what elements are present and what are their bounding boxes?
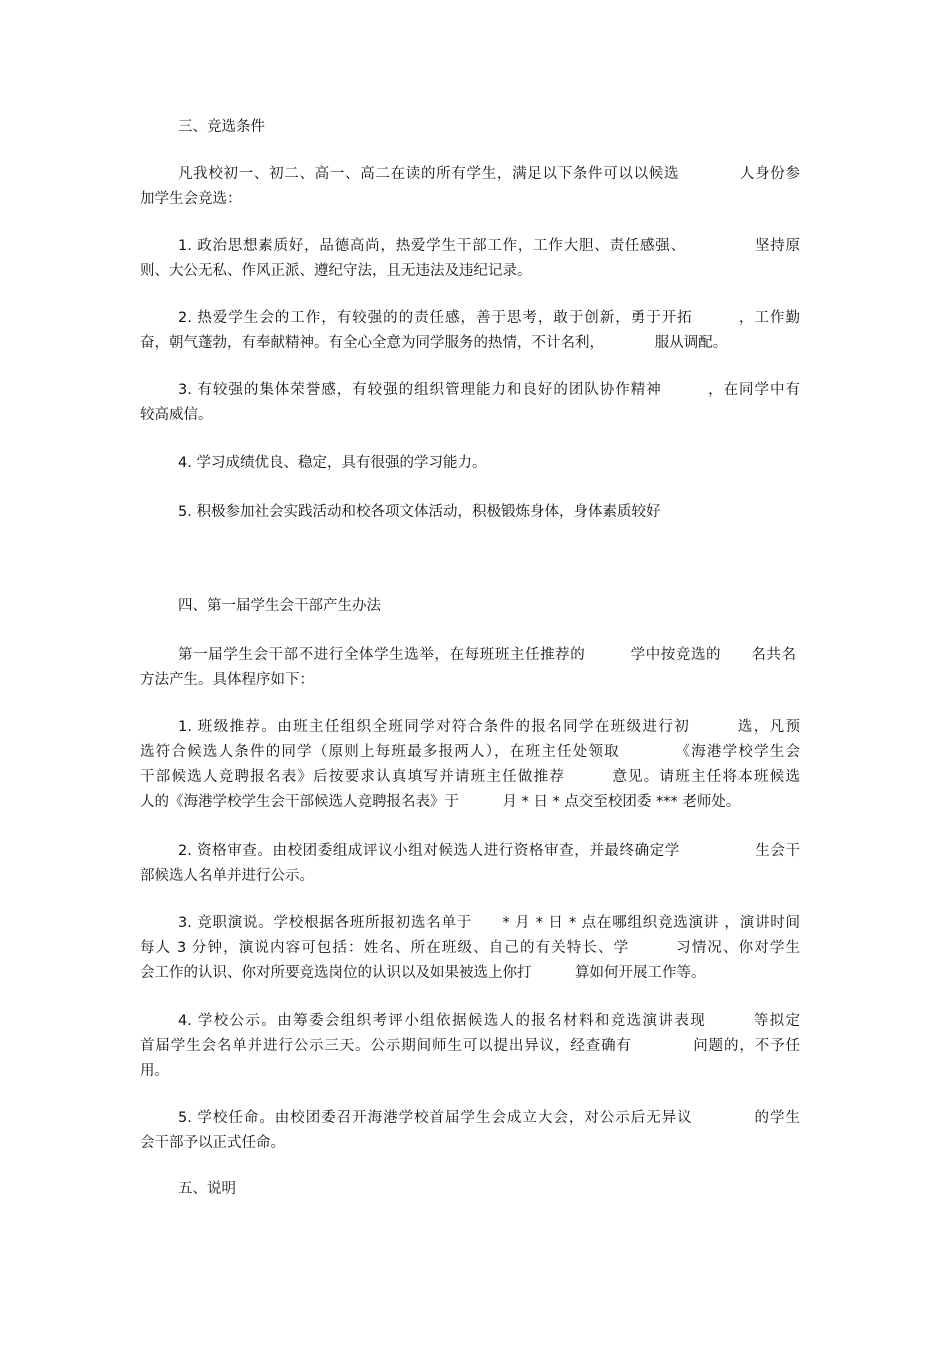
condition-1-line-2: 则、大公无私、作风正派、遵纪守法，且无违法及违纪记录。 xyxy=(140,263,532,279)
procedure-2-line-1: 2. 资格审查。由校团委组成评议小组对候选人进行资格审查，并最终确定学 生会干 xyxy=(178,843,800,859)
procedure-4-line-1: 4. 学校公示。由筹委会组织考评小组依据候选人的报名材料和竞选演讲表现 等拟定 xyxy=(178,1013,800,1029)
procedure-3-line-3: 会工作的认识、你对所要竞选岗位的认识以及如果被选上你打 算如何开展工作等。 xyxy=(140,965,706,981)
procedure-1-line-4: 人的《海港学校学生会干部候选人竞聘报名表》于 月 * 日 * 点交至校团委 *** 老师处。 xyxy=(140,794,741,810)
section-heading-5: 五、说明 xyxy=(178,1181,236,1197)
condition-4-line-1: 4. 学习成绩优良、稳定，具有很强的学习能力。 xyxy=(178,455,487,471)
procedure-5-line-2: 会干部予以正式任命。 xyxy=(140,1135,285,1151)
procedure-5-line-1: 5. 学校任命。由校团委召开海港学校首届学生会成立大会，对公示后无异议 的学生 xyxy=(178,1110,800,1126)
condition-1-line-1: 1. 政治思想素质好，品德高尚，热爱学生干部工作，工作大胆、责任感强、 坚持原 xyxy=(178,238,800,254)
section-heading-3: 三、竞选条件 xyxy=(178,119,265,135)
condition-3-line-1: 3. 有较强的集体荣誉感，有较强的组织管理能力和良好的团队协作精神 ，在同学中有 xyxy=(178,382,800,398)
section3-intro-line-2: 加学生会竞选： xyxy=(140,191,242,207)
procedure-3-line-1: 3. 竞职演说。学校根据各班所报初选名单于 * 月 * 日 * 点在哪组织竞选演讲 ，演讲时间 xyxy=(178,915,800,931)
condition-2-line-1: 2. 热爱学生会的工作，有较强的的责任感，善于思考，敢于创新，勇于开拓 ，工作勤 xyxy=(178,310,800,326)
procedure-1-line-1: 1. 班级推荐。由班主任组织全班同学对符合条件的报名同学在班级进行初 选，凡预 xyxy=(178,719,800,735)
procedure-2-line-2: 部候选人名单并进行公示。 xyxy=(140,868,314,884)
procedure-1-line-2: 选符合候选人条件的同学（原则上每班最多报两人），在班主任处领取 《海港学校学生会 xyxy=(140,744,800,760)
condition-3-line-2: 较高威信。 xyxy=(140,407,213,423)
section4-intro-line-2: 方法产生。具体程序如下： xyxy=(140,672,314,688)
procedure-4-line-2: 首届学生会名单并进行公示三天。公示期间师生可以提出异议，经查确有 问题的，不予任 xyxy=(140,1038,800,1054)
section-heading-4: 四、第一届学生会干部产生办法 xyxy=(178,598,381,614)
section4-intro-line-1: 第一届学生会干部不进行全体学生选举，在每班班主任推荐的 学中按竞选的 名共名 xyxy=(178,647,796,663)
condition-5-line-1: 5. 积极参加社会实践活动和校各项文体活动，积极锻炼身体，身体素质较好 xyxy=(178,504,661,520)
procedure-1-line-3: 干部候选人竞聘报名表》后按要求认真填写并请班主任做推荐 意见。请班主任将本班候选 xyxy=(140,769,800,785)
condition-2-line-2: 奋，朝气蓬勃，有奉献精神。有全心全意为同学服务的热情，不计名利， 服从调配。 xyxy=(140,335,728,351)
procedure-3-line-2: 每人 3 分钟，演说内容可包括：姓名、所在班级、自己的有关特长、学 习情况、你对学生 xyxy=(140,940,800,956)
section3-intro-line-1: 凡我校初一、初二、高一、高二在读的所有学生，满足以下条件可以以候选 人身份参 xyxy=(178,166,800,182)
procedure-4-line-3: 用。 xyxy=(140,1063,169,1079)
